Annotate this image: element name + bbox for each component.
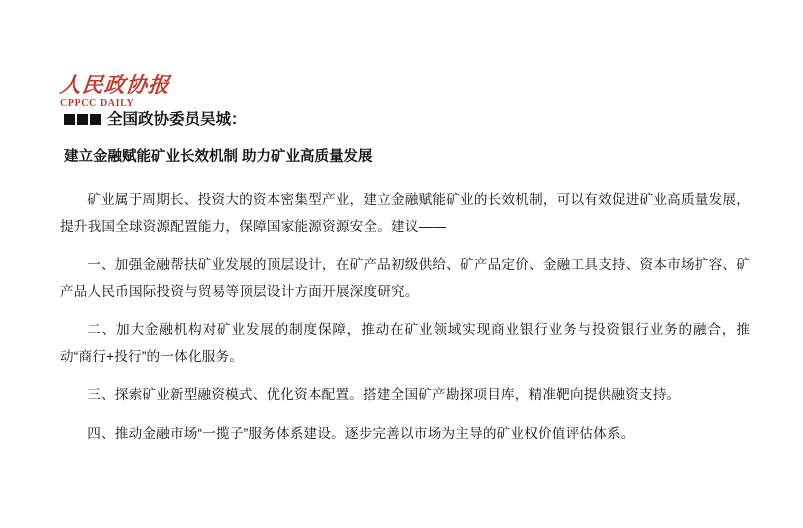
masthead-english-title: CPPCC DAILY bbox=[60, 98, 135, 109]
article-paragraph: 四、推动金融市场“一揽子”服务体系建设。逐步完善以市场为主导的矿业权价值评估体系。 bbox=[87, 425, 635, 441]
article-byline-line bbox=[60, 108, 750, 131]
article-headline: 建立金融赋能矿业长效机制 助力矿业高质量发展 bbox=[64, 149, 373, 166]
square-bullet-icon bbox=[77, 114, 88, 125]
article-paragraph: 二、加大金融机构对矿业发展的制度保障，推动在矿业领域实现商业银行业务与投资银行业务的融合，推动“商行+投行”的一体化服务。 bbox=[60, 322, 750, 364]
newspaper-masthead bbox=[60, 74, 170, 109]
article-paragraph: 矿业属于周期长、投资大的资本密集型产业，建立金融赋能矿业的长效机制，可以有效促进矿业高质量发展，提升我国全球资源配置能力，保障国家能源资源安全。建议—— bbox=[60, 192, 750, 234]
square-bullet-group bbox=[64, 108, 103, 131]
article-body bbox=[60, 108, 750, 447]
article-paragraph: 三、探索矿业新型融资模式、优化资本配置。搭建全国矿产勘探项目库，精准靶向提供融资支持。 bbox=[87, 387, 681, 402]
square-bullet-icon bbox=[64, 114, 75, 125]
article-byline-text: 全国政协委员吴城： bbox=[107, 111, 247, 128]
masthead-chinese-title: 人民政协报 bbox=[58, 72, 172, 97]
square-bullet-icon bbox=[90, 114, 101, 125]
article-paragraph: 一、加强金融帮扶矿业发展的顶层设计，在矿产品初级供给、矿产品定价、金融工具支持、资本市场扩容、矿产品人民币国际投资与贸易等顶层设计方面开展深度研究。 bbox=[60, 257, 750, 299]
